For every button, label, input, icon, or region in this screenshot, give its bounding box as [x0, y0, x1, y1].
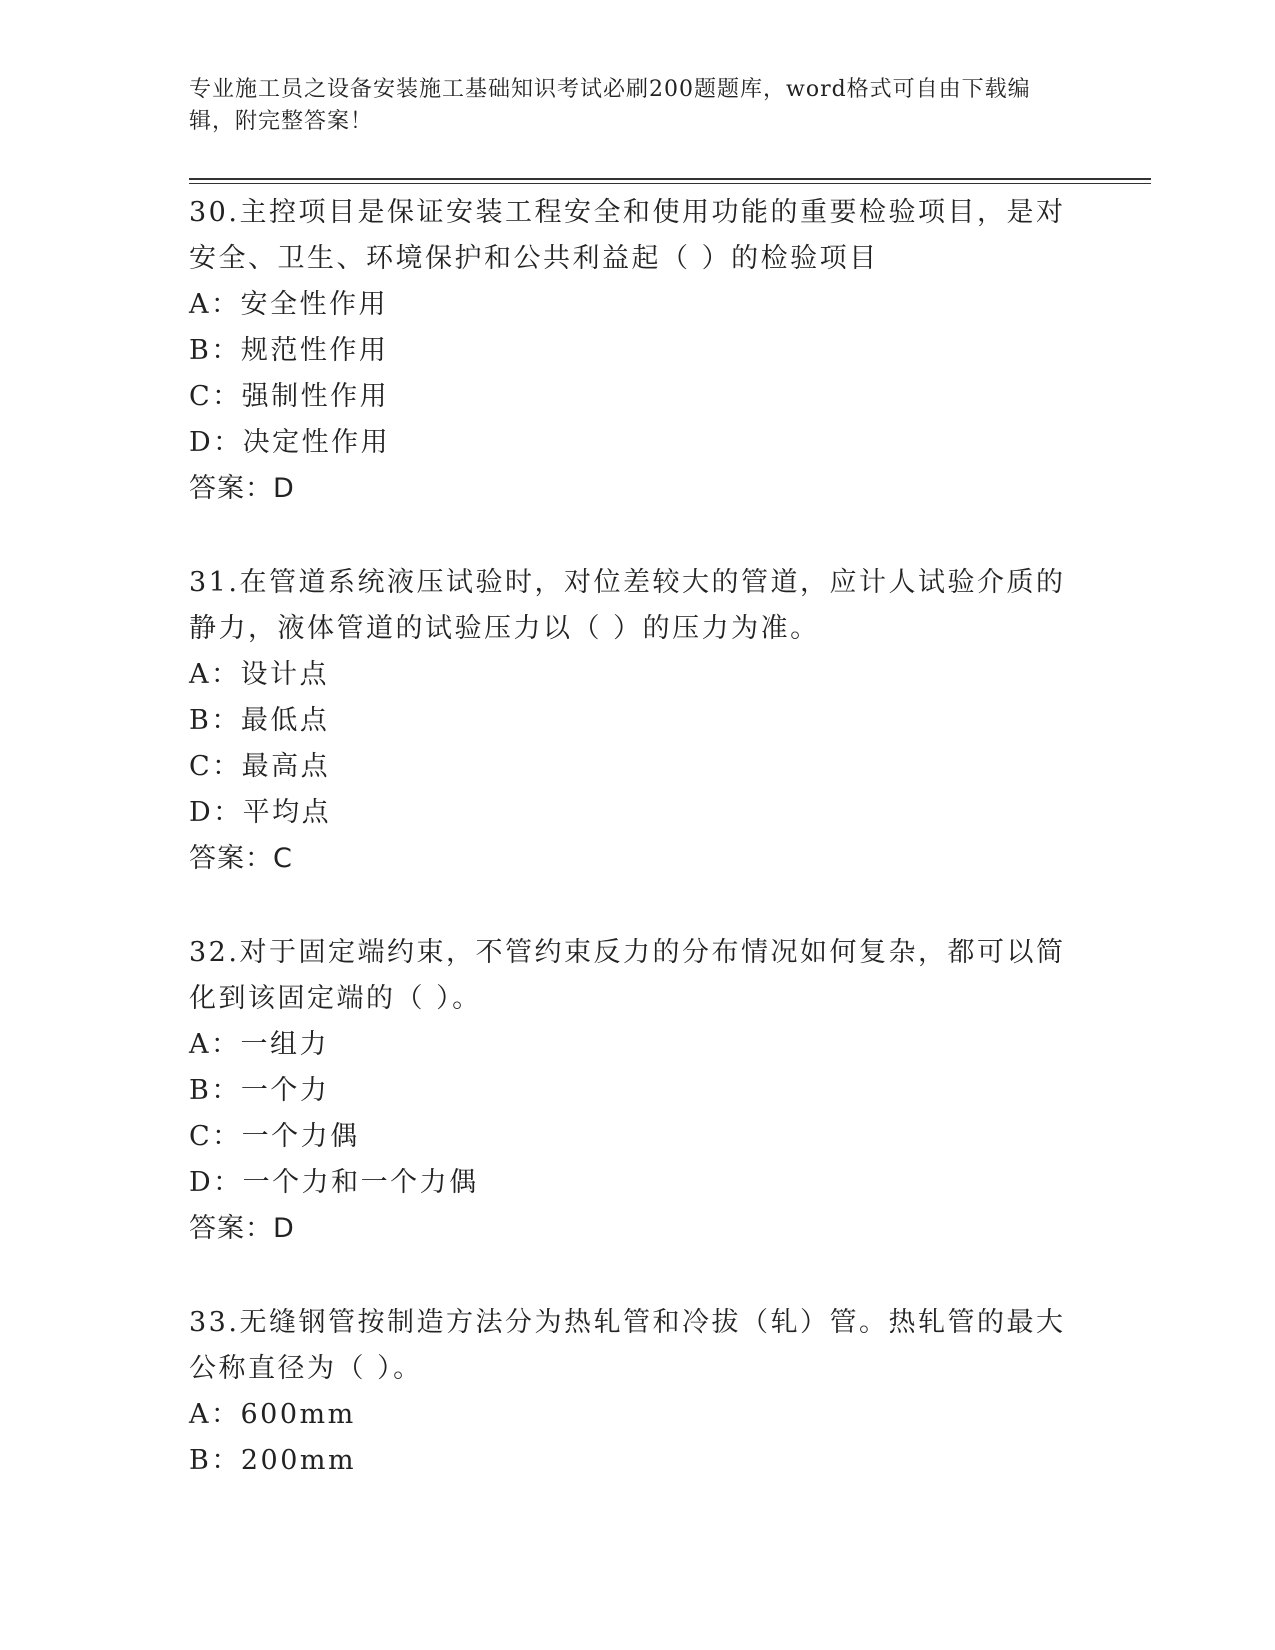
- answer: 答案：C: [189, 843, 293, 874]
- question-stem: 31.在管道系统液压试验时，对位差较大的管道，应计人试验介质的静力，液体管道的试验压力以（ ）的压力为准。: [189, 567, 1066, 644]
- option-b: B：一个力: [189, 1075, 330, 1106]
- answer: 答案：D: [189, 473, 295, 504]
- header-divider-thick: [189, 178, 1151, 180]
- option-d: D：平均点: [189, 797, 332, 828]
- option-a: A：一组力: [189, 1029, 329, 1060]
- option-d: D：一个力和一个力偶: [189, 1167, 479, 1198]
- document-header: 专业施工员之设备安装施工基础知识考试必刷200题题库，word格式可自由下载编辑，附完整答案！: [189, 77, 1031, 134]
- question-stem: 30.主控项目是保证安装工程安全和使用功能的重要检验项目，是对安全、卫生、环境保护和公共利益起（ ）的检验项目: [189, 197, 1066, 274]
- option-b: B：规范性作用: [189, 335, 389, 366]
- option-a: A：安全性作用: [189, 289, 388, 320]
- question-31: [189, 560, 1079, 882]
- answer: 答案：D: [189, 1213, 295, 1244]
- option-b: B：最低点: [189, 705, 330, 736]
- question-list: [189, 190, 1079, 1532]
- option-c: C：一个力偶: [189, 1121, 360, 1152]
- option-a: A：600mm: [189, 1399, 356, 1430]
- question-stem: 33.无缝钢管按制造方法分为热轧管和冷拔（轧）管。热轧管的最大公称直径为（ ）。: [189, 1307, 1066, 1384]
- question-33: [189, 1300, 1079, 1484]
- option-b: B：200mm: [189, 1445, 357, 1476]
- question-30: [189, 190, 1079, 512]
- option-c: C：强制性作用: [189, 381, 390, 412]
- option-a: A：设计点: [189, 659, 329, 690]
- option-d: D：决定性作用: [189, 427, 391, 458]
- option-c: C：最高点: [189, 751, 331, 782]
- header-divider-thin: [189, 183, 1151, 184]
- question-32: [189, 930, 1079, 1252]
- question-stem: 32.对于固定端约束，不管约束反力的分布情况如何复杂，都可以简化到该固定端的（ ）。: [189, 937, 1066, 1014]
